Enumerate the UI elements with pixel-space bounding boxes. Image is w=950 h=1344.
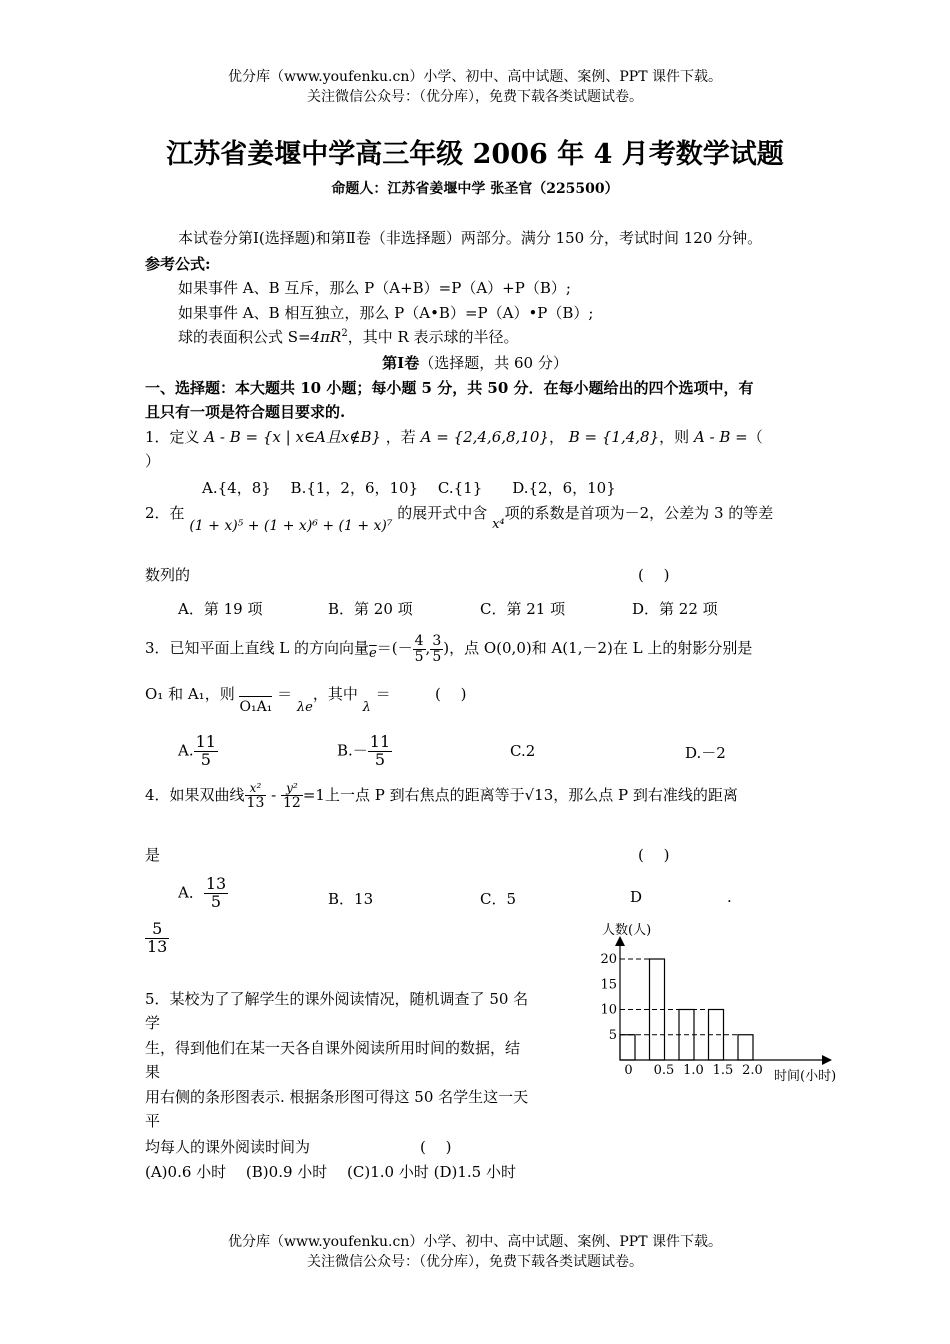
q3-option-b-label: B.－ — [337, 741, 368, 760]
formula-3-pre: 球的表面积公式 S= — [178, 328, 311, 346]
q3-vector-e: $\overline{e}$ — [369, 646, 377, 662]
q3-option-d: D.－2 — [685, 744, 726, 762]
q1-definition: A - B = {x | x∈A且x∉B} — [204, 428, 382, 446]
q2-post: 项的系数是首项为－2，公差为 3 的等差 — [504, 504, 774, 522]
q3-option-a-label: A. — [178, 741, 194, 760]
formula-3: 球的表面积公式 $S=4\pi R^2$，其中 R 表示球的半径。 — [178, 328, 519, 346]
section1-line-1: 一、选择题：本大题共 10 小题；每小题 5 分，共 50 分．在每小题给出的四个选项中，有 — [145, 379, 754, 397]
footer-line-2: 关注微信公众号：（优分库），免费下载各类试题试卷。 — [307, 1254, 643, 1270]
part1-title: 第Ⅰ卷 — [382, 354, 420, 372]
header-line-1: 优分库（www.youfenku.cn）小学、初中、高中试题、案例、PPT 课件下载。 — [227, 69, 722, 85]
q3-comma: , — [425, 639, 431, 658]
q3-f2-den: 5 — [432, 648, 442, 665]
part1-sub: （选择题，共 60 分） — [419, 354, 568, 372]
q5-line-2-wrap: 果 — [145, 1063, 161, 1081]
q4-minus: - — [271, 786, 277, 805]
q2-option-c: C．第 21 项 — [480, 600, 566, 618]
q3-lambda: λ — [362, 700, 371, 715]
q3-option-a-num: 11 — [195, 732, 216, 751]
q2-option-d: D．第 22 项 — [632, 600, 718, 618]
q1-options: A.{4，8} B.{1，2，6，10} C.{1} D.{2，6，10} — [202, 479, 616, 497]
q3-option-a-fraction — [194, 734, 218, 769]
q4-option-c: C．5 — [480, 890, 517, 908]
q3-eq: ＝(－ — [376, 639, 413, 658]
q4-post2: ，那么点 P 到右准线的距离 — [553, 786, 738, 805]
section1-line-2: 且只有一项是符合题目要求的. — [145, 403, 346, 421]
q3-option-a-den: 5 — [200, 749, 211, 769]
q3-fraction-1 — [413, 634, 426, 664]
q3-option-b-den: 5 — [374, 749, 386, 769]
q4-fraction-x — [245, 782, 267, 810]
q5-options: (A)0.6 小时 (B)0.9 小时 (C)1.0 小时 (D)1.5 小时 — [145, 1163, 516, 1181]
intro-text: 本试卷分第Ⅰ(选择题)和第Ⅱ卷（非选择题）两部分。满分 150 分，考试时间 120 分钟。 — [178, 229, 763, 247]
q5-answer-bracket: ( ) — [420, 1138, 452, 1156]
q1-mid: ，若 — [385, 428, 416, 446]
q4-f2-den: 12 — [283, 794, 301, 811]
y-tick-label: 10 — [600, 1002, 617, 1018]
q4-option-d-num: 5 — [145, 921, 169, 939]
q4-option-a-fraction — [204, 876, 228, 911]
q4-option-d-dot: . — [727, 888, 732, 906]
question-1 — [145, 426, 763, 447]
q4-fraction-y — [281, 782, 303, 810]
q3-f2-num: 3 — [432, 633, 442, 649]
q4-f2-num: y² — [281, 782, 303, 796]
question-2 — [145, 502, 774, 534]
q3-fraction-2 — [430, 634, 443, 664]
q5-line-2: 生，得到他们在某一天各自课外阅读所用时间的数据，结 — [145, 1039, 521, 1057]
formula-2: 如果事件 A、B 相互独立，那么 P（A•B）=P（A）•P（B）; — [178, 304, 594, 322]
q1-set-a: A = {2,4,6,8,10} — [420, 428, 549, 446]
question-3 — [145, 634, 752, 664]
q3-answer-bracket: ( ) — [435, 685, 467, 703]
q5-line-1-wrap: 学 — [145, 1014, 161, 1032]
x-tick-label: 1.5 — [712, 1063, 734, 1078]
q5-line-4: 均每人的课外阅读时间为 — [145, 1138, 311, 1156]
q5-line-3: 用右侧的条形图表示. 根据条形图可得这 50 名学生这一天 — [145, 1088, 529, 1106]
q1-expression: A - B = — [693, 428, 748, 446]
q4-option-d-fraction — [145, 921, 169, 956]
q5-line-3-wrap: 平 — [145, 1112, 161, 1130]
q3-option-b — [337, 734, 392, 769]
q4-sqrt: √13 — [524, 786, 554, 805]
formula-3-post: ，其中 R 表示球的半径。 — [347, 328, 519, 346]
q1-paren-open: （ — [747, 428, 763, 446]
y-tick-label: 20 — [600, 952, 617, 967]
header-line-2: 关注微信公众号：（优分库），免费下载各类试题试卷。 — [307, 89, 643, 105]
x-axis-arrow — [822, 1055, 832, 1065]
q1-paren-close: ） — [145, 452, 161, 470]
x-tick-label: 1.0 — [683, 1063, 704, 1078]
reading-time-bar-chart — [590, 912, 860, 1092]
q4-line-2: 是 — [145, 846, 161, 864]
bar — [620, 1035, 635, 1060]
q3-vector-o1a1: O₁A₁ — [239, 696, 272, 715]
part1-heading — [0, 352, 950, 373]
y-tick-label: 15 — [600, 977, 617, 993]
q4-option-b: B．13 — [328, 890, 374, 908]
sphere-area-expression: 4πR — [310, 328, 342, 346]
q4-option-a-label: A． — [178, 883, 204, 902]
q3-f1-den: 5 — [414, 648, 424, 665]
q5-line-1: 5．某校为了了解学生的课外阅读情况，随机调查了 50 名 — [145, 990, 529, 1008]
q3-post: )，点 O(0,0)和 A(1,－2)在 L 上的射影分别是 — [443, 639, 753, 658]
formula-1: 如果事件 A、B 互斥，那么 P（A+B）=P（A）+P（B）; — [178, 279, 571, 297]
q4-option-a — [178, 876, 228, 911]
x-tick-label: 2.0 — [742, 1063, 763, 1078]
footer-line-1: 优分库（www.youfenku.cn）小学、初中、高中试题、案例、PPT 课件下载。 — [227, 1234, 722, 1250]
q2-mid: 的展开式中含 — [397, 504, 488, 522]
q2-answer-bracket: ( ) — [638, 566, 670, 584]
question-4 — [145, 782, 738, 810]
q4-option-d-den: 13 — [147, 936, 168, 956]
q4-answer-bracket: ( ) — [638, 846, 670, 864]
q3-f1-num: 4 — [414, 633, 424, 649]
q3-line-2 — [145, 683, 391, 715]
q3-l2-eq2: ＝ — [375, 685, 391, 703]
q3-l2-mid: ，其中 — [312, 685, 358, 703]
formulas-heading: 参考公式: — [145, 255, 211, 273]
q2-expression: (1 + x)⁵ + (1 + x)⁶ + (1 + x)⁷ — [189, 518, 393, 534]
author-line: 命题人：江苏省姜堰中学 张圣官（225500） — [331, 181, 619, 197]
q4-option-d-value — [145, 921, 169, 956]
q4-f1-num: x² — [245, 782, 267, 796]
q4-pre: 4．如果双曲线 — [145, 786, 245, 805]
q4-eq: =1 — [302, 786, 325, 805]
x-axis-label: 时间(小时) — [774, 1069, 837, 1084]
q2-option-a: A．第 19 项 — [178, 600, 263, 618]
page-title: 江苏省姜堰中学高三年级 2006 年 4 月考数学试题 — [166, 139, 784, 170]
q4-option-d-label: D — [630, 888, 643, 906]
q4-option-a-den: 5 — [210, 891, 222, 911]
q4-f1-den: 13 — [246, 794, 265, 811]
x-tick-label: 0 — [624, 1063, 633, 1078]
q3-option-a — [178, 734, 218, 769]
q2-line-2: 数列的 — [145, 566, 191, 584]
q1-pre: 1．定义 — [145, 428, 200, 446]
q1-end: ，则 — [659, 428, 690, 446]
q4-option-a-num: 13 — [205, 874, 227, 893]
q1-sep: ， — [548, 428, 564, 446]
q2-pre: 2．在 — [145, 504, 185, 522]
q3-option-c: C.2 — [510, 742, 536, 760]
q4-post: 上一点 P 到右焦点的距离等于 — [324, 786, 525, 805]
q2-option-b: B．第 20 项 — [328, 600, 413, 618]
x-tick-label: 0.5 — [653, 1063, 675, 1078]
y-axis-label: 人数(人) — [602, 923, 652, 938]
q1-set-b: B = {1,4,8} — [568, 428, 660, 446]
q3-pre: 3．已知平面上直线 L 的方向向量 — [145, 639, 370, 658]
q3-l2-eq: ＝ — [277, 685, 293, 703]
q3-lambda-e: λe — [296, 700, 313, 715]
bar — [738, 1035, 753, 1060]
q2-term: x⁴ — [492, 517, 505, 532]
q3-option-b-fraction — [368, 734, 392, 769]
y-tick-label: 5 — [608, 1027, 617, 1043]
q3-l2-pre: O₁ 和 A₁，则 — [145, 685, 235, 703]
q3-option-b-num: 11 — [369, 732, 391, 751]
chart-svg — [590, 912, 860, 1092]
